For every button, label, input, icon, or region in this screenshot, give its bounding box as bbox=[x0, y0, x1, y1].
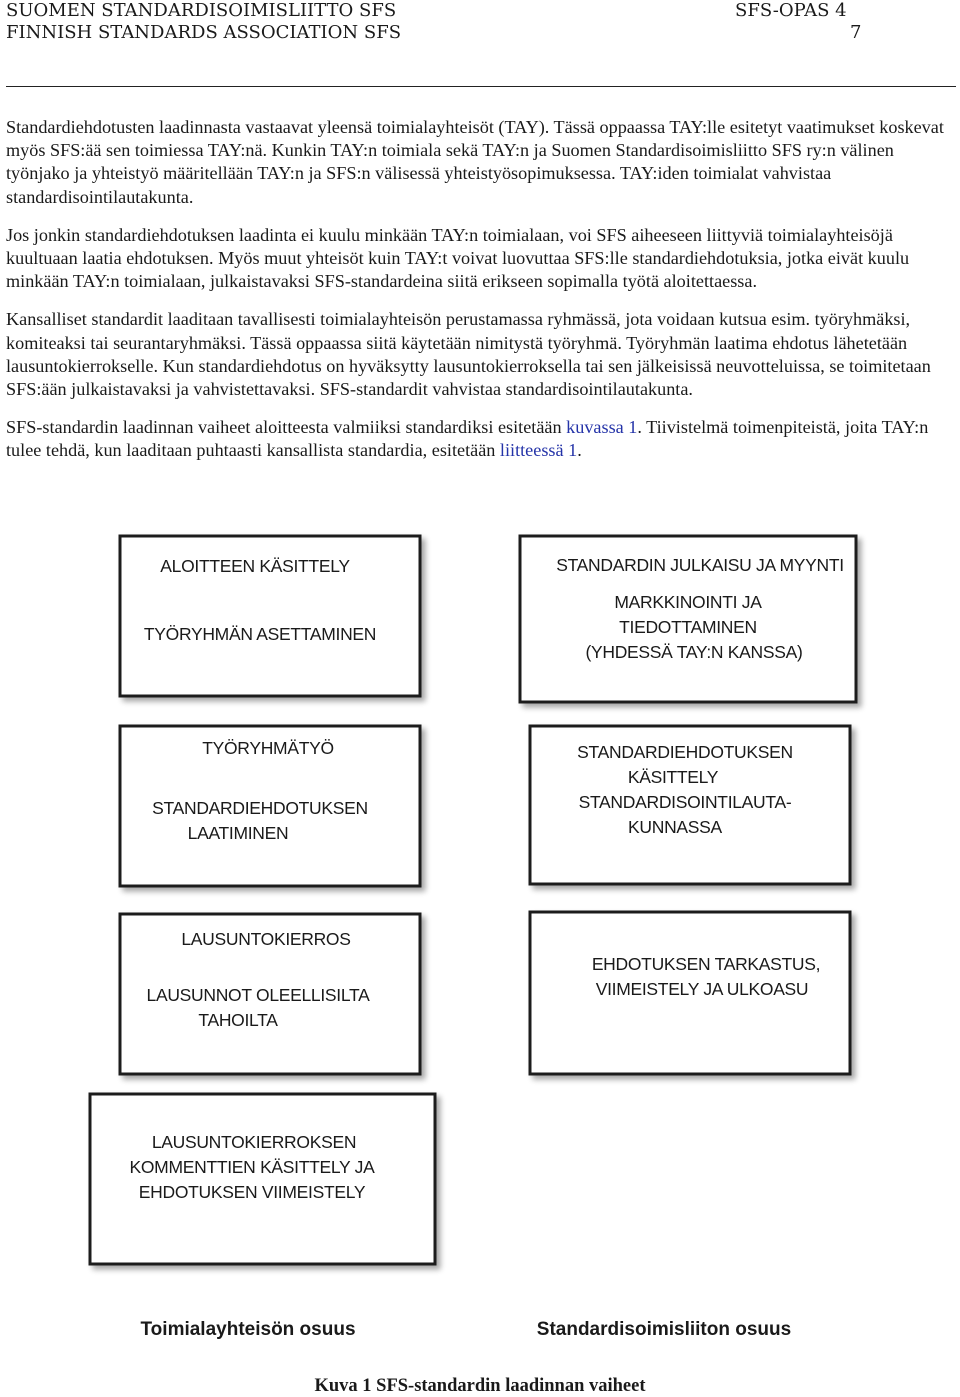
paragraph-4-text-b: . Tiivistelmä toimenpiteistä, joita TAY:n tulee tehdä, kun laaditaan puhtaasti kansallista standardia, esitetään bbox=[6, 417, 929, 461]
left-box4-line1: LAUSUNTOKIERROKSEN bbox=[151, 1132, 357, 1152]
header-page-number: 7 bbox=[850, 22, 862, 43]
process-diagram bbox=[0, 520, 960, 1370]
right-box2-line1: STANDARDIEHDOTUKSEN bbox=[577, 742, 793, 762]
link-liitteessa-1[interactable]: liitteessä 1 bbox=[499, 440, 578, 461]
paragraph-1: Standardiehdotusten laadinnasta vastaavat yleensä toimialayhteisöt (TAY). Tässä oppaassa TAY:lle esitetyt vaatimukset koskevat myös SFS:ää sen toimiessa TAY:nä. Kunkin TAY:n toimiala sekä TAY:n ja Suomen Standardisoimisliitto SFS ry:n välinen työnjako ja yhteistyö määritellään TAY:n ja SFS:n välisessä yhteistyösopimuksessa. TAY:iden toimialat vahvistaa standardisointilautakunta. bbox=[6, 117, 944, 207]
left-box-kommentit bbox=[90, 1094, 435, 1264]
left-box3-title: LAUSUNTOKIERROS bbox=[181, 929, 351, 949]
header-org-en: FINNISH STANDARDS ASSOCIATION SFS bbox=[6, 22, 402, 43]
right-column-label: Standardisoimisliiton osuus bbox=[536, 1319, 792, 1340]
paragraph-3: Kansalliset standardit laaditaan tavallisesti toimialayhteisön perustamassa ryhmässä, jota voidaan kutsua esim. työryhmäksi, komiteaksi tai seurantaryhmäksi. Tässä oppaassa siitä käytetään nimitystä työryhmä. Työryhmän laatima ehdotus lähetetään lausuntokierrokselle. Kun standardiehdotus on hyväksytty lausuntokierroksella tai sen jälkeisissä neuvotteluissa, se toimitetaan SFS:ään julkaistavaksi ja vahvistettavaksi. SFS-standardit vahvistaa standardisointilautakunta. bbox=[6, 309, 931, 400]
right-box2-line4: KUNNASSA bbox=[628, 817, 722, 837]
right-box1-line3: (YHDESSÄ TAY:N KANSSA) bbox=[585, 642, 803, 662]
body-text bbox=[6, 116, 956, 478]
left-box1-line1: TYÖRYHMÄN ASETTAMINEN bbox=[143, 624, 377, 644]
header-org-fi: SUOMEN STANDARDISOIMISLIITTO SFS bbox=[6, 0, 397, 21]
paragraph-4-text-c: . bbox=[577, 440, 582, 461]
right-box2-line3: STANDARDISOINTILAUTA- bbox=[578, 792, 792, 812]
left-box4-line2: KOMMENTTIEN KÄSITTELY JA bbox=[129, 1157, 375, 1177]
right-box1-title: STANDARDIN JULKAISU JA MYYNTI bbox=[556, 555, 844, 575]
left-box1-title: ALOITTEEN KÄSITTELY bbox=[160, 556, 350, 576]
right-box3-line1: EHDOTUKSEN TARKASTUS, bbox=[591, 954, 821, 974]
left-box3-line1: LAUSUNNOT OLEELLISILTA bbox=[146, 985, 370, 1005]
paragraph-2: Jos jonkin standardiehdotuksen laadinta ei kuulu minkään TAY:n toimialaan, voi SFS aiheeseen liittyviä toimialayhteisöjä kuultuaan laatia ehdotuksen. Myös muut yhteisöt kuin TAY:t voivat luovuttaa SFS:lle standardiehdotuksia, jotka eivät kuulu minkään TAY:n toimialaan, julkaistavaksi SFS-standardeina siitä erikseen sopimalla työtä aloitettaessa. bbox=[6, 224, 910, 292]
link-kuvassa-1[interactable]: kuvassa 1 bbox=[566, 417, 638, 438]
left-box4-line3: EHDOTUKSEN VIIMEISTELY bbox=[138, 1182, 366, 1202]
paragraph-4 bbox=[6, 416, 956, 462]
paragraph-4-text-a: SFS-standardin laadinnan vaiheet aloitteesta valmiiksi standardiksi esitetään bbox=[6, 417, 567, 438]
right-box2-line2: KÄSITTELY bbox=[627, 767, 719, 787]
left-column-label: Toimialayhteisön osuus bbox=[140, 1319, 356, 1340]
left-box2-line2: LAATIMINEN bbox=[187, 823, 289, 843]
right-box1-line1: MARKKINOINTI JA bbox=[614, 592, 762, 612]
header-doc-id: SFS-OPAS 4 bbox=[735, 0, 847, 21]
right-box3-line2: VIIMEISTELY JA ULKOASU bbox=[595, 979, 809, 999]
left-box2-line1: STANDARDIEHDOTUKSEN bbox=[152, 798, 368, 818]
left-box2-title: TYÖRYHMÄTYÖ bbox=[202, 738, 334, 758]
figure-caption: Kuva 1 SFS-standardin laadinnan vaiheet bbox=[314, 1376, 646, 1396]
left-box3-line2: TAHOILTA bbox=[198, 1010, 278, 1030]
right-box1-line2: TIEDOTTAMINEN bbox=[619, 617, 757, 637]
header-rule bbox=[6, 86, 956, 87]
